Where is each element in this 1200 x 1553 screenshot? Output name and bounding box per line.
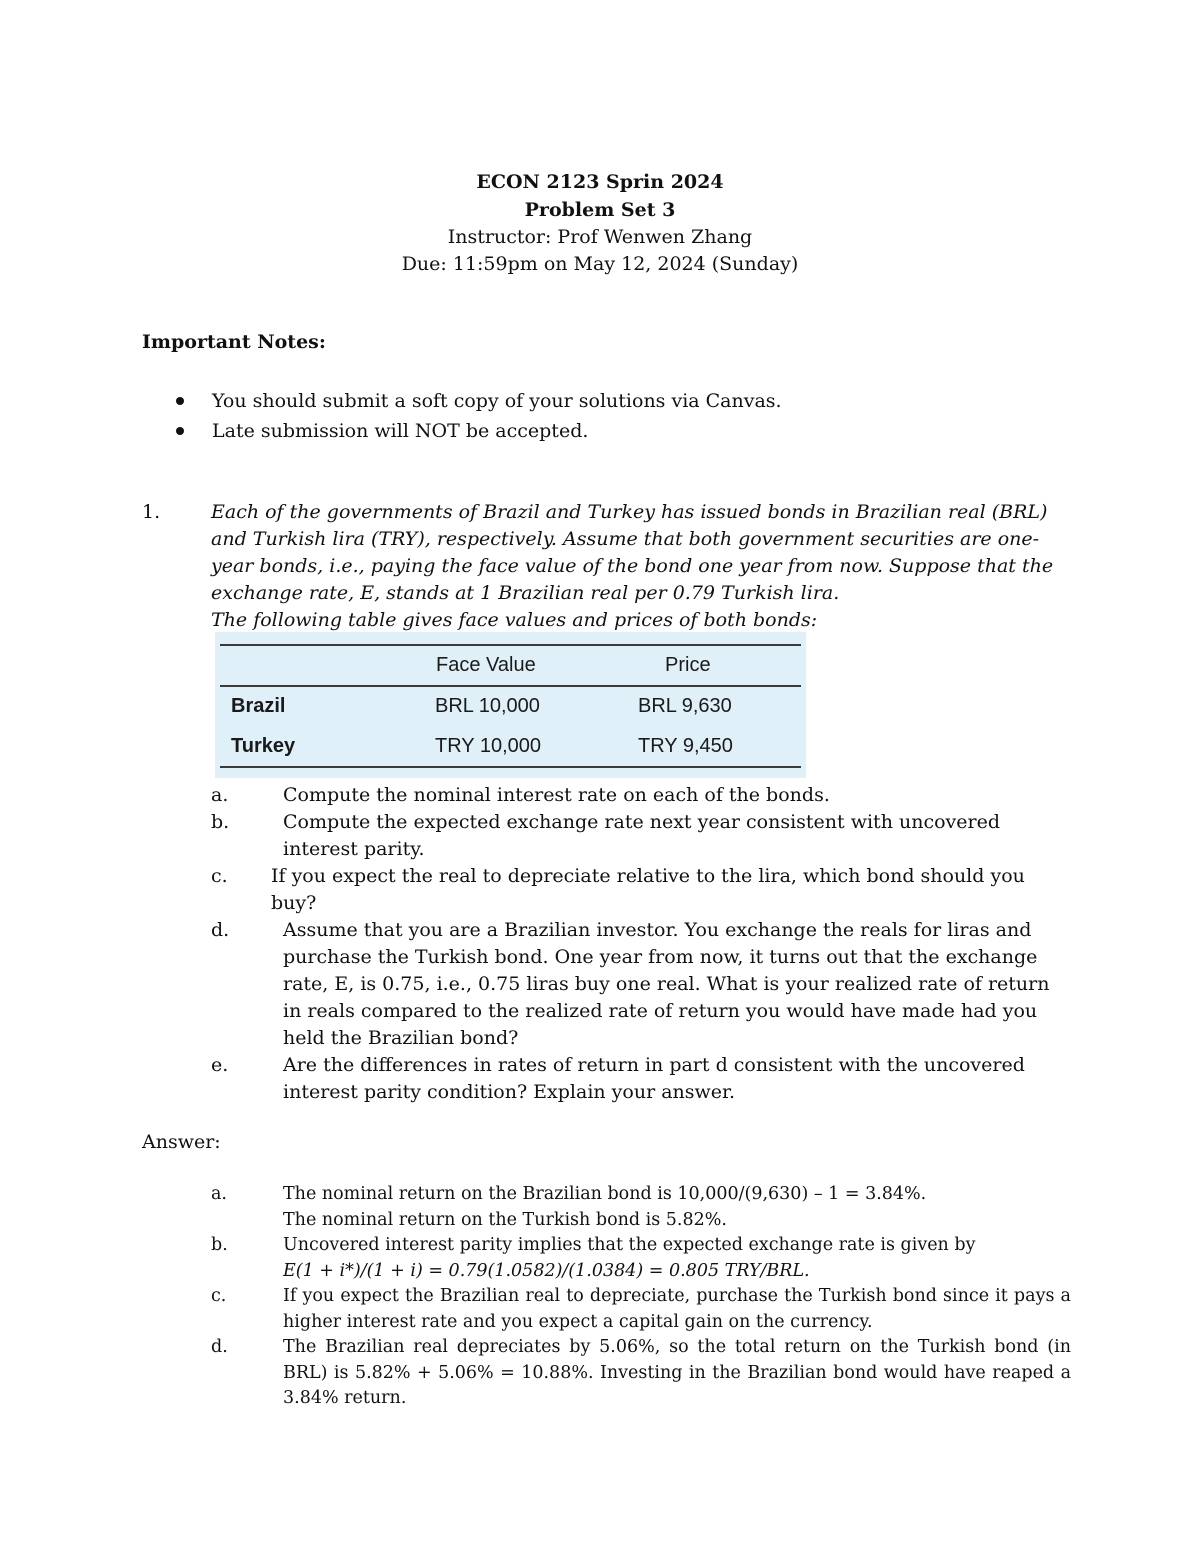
part-label: e. bbox=[211, 1054, 229, 1076]
question-text bbox=[211, 499, 1061, 634]
question-number: 1. bbox=[142, 501, 161, 523]
answer-item bbox=[211, 1182, 1071, 1233]
part-text: Compute the expected exchange rate next year consistent with uncovered interest parity. bbox=[283, 811, 1000, 860]
answer-item bbox=[211, 1233, 1071, 1284]
answer-label: d. bbox=[211, 1337, 228, 1357]
table-cell-turkey-face-value: TRY 10,000 bbox=[435, 735, 542, 757]
answer-line: The nominal return on the Turkish bond is 5.82%. bbox=[283, 1209, 727, 1230]
question-line: and Turkish lira (TRY), respectively. Assume that both government securities are one- bbox=[211, 528, 1040, 550]
question-part bbox=[211, 917, 1071, 1052]
part-label: a. bbox=[211, 784, 229, 806]
question-line: year bonds, i.e., paying the face value of the bond one year from now. Suppose that the bbox=[211, 555, 1054, 577]
table-cell-turkey-price: TRY 9,450 bbox=[638, 735, 733, 757]
table-header-price: Price bbox=[665, 654, 711, 676]
answer-item bbox=[211, 1284, 1071, 1335]
answer-line: If you expect the Brazilian real to depreciate, purchase the Turkish bond since it pays a higher interest rate and you expect a capital gain on the currency. bbox=[283, 1286, 1071, 1332]
part-text: Assume that you are a Brazilian investor. You exchange the reals for liras and purchase the Turkish bond. One year from now, it turns out that the exchange rate, E, is 0.75, i.e., 0.75 liras buy one real. What is your realized rate of return in reals compared to the realized rate of return you would have made had you held the Brazilian bond? bbox=[283, 919, 1050, 1049]
answer-label: a. bbox=[211, 1184, 227, 1204]
question-line: exchange rate, E, stands at 1 Brazilian real per 0.79 Turkish lira. bbox=[211, 582, 840, 604]
table-row-label-brazil: Brazil bbox=[231, 695, 286, 717]
bullet-icon bbox=[176, 427, 184, 435]
answer-line: Uncovered interest parity implies that the expected exchange rate is given by bbox=[283, 1235, 976, 1255]
due-line: Due: 11:59pm on May 12, 2024 (Sunday) bbox=[401, 253, 799, 275]
part-label: d. bbox=[211, 919, 230, 941]
problem-set-title: Problem Set 3 bbox=[524, 199, 676, 221]
part-label: c. bbox=[211, 865, 228, 887]
answer-line: The Brazilian real depreciates by 5.06%, so the total return on the Turkish bond (in BRL) is 5.82% + 5.06% = 10.88%. Investing in the Brazilian bond would have reaped a 3.84% return. bbox=[283, 1337, 1071, 1408]
table-header-rule bbox=[220, 685, 801, 687]
question-parts bbox=[211, 782, 1071, 1106]
bullet-icon bbox=[176, 397, 184, 405]
answer-heading: Answer: bbox=[142, 1131, 221, 1153]
answer-label: b. bbox=[211, 1235, 228, 1255]
question-part bbox=[211, 1052, 1071, 1106]
instructor-line: Instructor: Prof Wenwen Zhang bbox=[447, 226, 753, 248]
question-part bbox=[211, 782, 1071, 809]
question-part bbox=[211, 863, 1071, 917]
table-bottom-rule bbox=[220, 766, 801, 768]
note-text: Late submission will NOT be accepted. bbox=[212, 420, 589, 442]
bond-table bbox=[215, 632, 806, 778]
answer-item bbox=[211, 1335, 1071, 1412]
table-header-face-value: Face Value bbox=[436, 654, 536, 676]
part-text: If you expect the real to depreciate relative to the lira, which bond should you buy? bbox=[271, 865, 1025, 914]
answer-line: The nominal return on the Brazilian bond is 10,000/(9,630) – 1 = 3.84%. bbox=[283, 1184, 927, 1204]
part-label: b. bbox=[211, 811, 230, 833]
table-row-label-turkey: Turkey bbox=[231, 735, 296, 757]
question-part bbox=[211, 809, 1071, 863]
note-text: You should submit a soft copy of your solutions via Canvas. bbox=[212, 390, 782, 412]
table-cell-brazil-price: BRL 9,630 bbox=[638, 695, 732, 717]
part-text: Compute the nominal interest rate on each of the bonds. bbox=[283, 784, 830, 806]
question-line: The following table gives face values and prices of both bonds: bbox=[211, 609, 818, 631]
answer-list bbox=[211, 1182, 1071, 1412]
question-line: Each of the governments of Brazil and Turkey has issued bonds in Brazilian real (BRL) bbox=[211, 501, 1048, 523]
answer-formula: E(1 + i*)/(1 + i) = 0.79(1.0582)/(1.0384) = 0.805 TRY/BRL. bbox=[283, 1260, 810, 1281]
table-cell-brazil-face-value: BRL 10,000 bbox=[435, 695, 540, 717]
table-top-rule bbox=[220, 644, 801, 646]
course-title: ECON 2123 Sprin 2024 bbox=[476, 171, 724, 193]
notes-heading: Important Notes: bbox=[142, 331, 326, 353]
answer-label: c. bbox=[211, 1286, 227, 1306]
part-text: Are the differences in rates of return in part d consistent with the uncovered interest parity condition? Explain your answer. bbox=[283, 1054, 1025, 1103]
